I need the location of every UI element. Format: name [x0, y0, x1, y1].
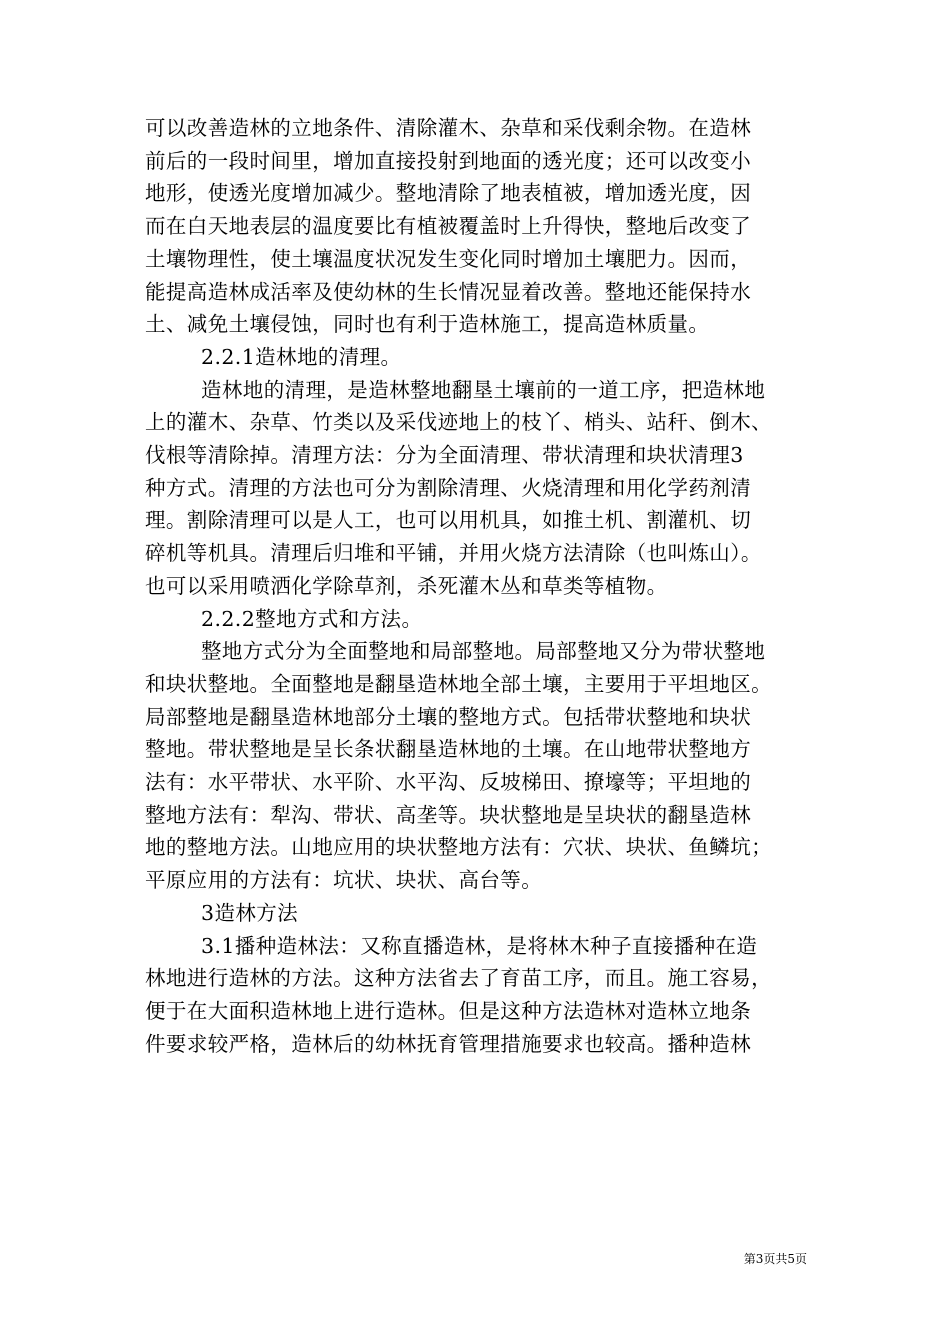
paragraph-line: 地形，使透光度增加减少。整地清除了地表植被，增加透光度，因 [145, 181, 752, 206]
paragraph-line: 3.1播种造林法：又称直播造林，是将林木种子直接播种在造 [201, 933, 758, 958]
paragraph-line: 土壤物理性，使土壤温度状况发生变化同时增加土壤肥力。因而， [145, 246, 752, 271]
paragraph-line: 平原应用的方法有：坑状、块状、高台等。 [145, 868, 543, 893]
paragraph-line: 整地。带状整地是呈长条状翻垦造林地的土壤。在山地带状整地方 [145, 737, 752, 762]
document-body [145, 112, 807, 1060]
paragraph-line: 林地进行造林的方法。这种方法省去了育苗工序，而且。施工容易， [145, 966, 772, 991]
page-number: 第3页共5页 [743, 1252, 807, 1266]
paragraph-line: 碎机等机具。清理后归堆和平铺，并用火烧方法清除（也叫炼山）。 [145, 541, 762, 566]
paragraph-line: 种方式。清理的方法也可分为割除清理、火烧清理和用化学药剂清 [145, 475, 752, 500]
section-heading-2-2-1: 2.2.1造林地的清理。 [201, 344, 402, 369]
paragraph-line: 也可以采用喷洒化学除草剂，杀死灌木丛和草类等植物。 [145, 573, 668, 598]
paragraph-line: 能提高造林成活率及使幼林的生长情况显着改善。整地还能保持水 [145, 279, 752, 304]
paragraph-line: 前后的一段时间里，增加直接投射到地面的透光度；还可以改变小 [145, 148, 752, 173]
section-heading-3: 3造林方法 [201, 900, 299, 925]
paragraph-line: 上的灌木、杂草、竹类以及采伐迹地上的枝丫、梢头、站秆、倒木、 [145, 410, 772, 435]
paragraph-line: 和块状整地。全面整地是翻垦造林地全部土壤，主要用于平坦地区。 [145, 671, 772, 696]
section-heading-2-2-2: 2.2.2整地方式和方法。 [201, 606, 423, 631]
paragraph-line: 伐根等清除掉。清理方法：分为全面清理、带状清理和块状清理3 [145, 443, 744, 468]
paragraph-line: 可以改善造林的立地条件、清除灌木、杂草和采伐剩余物。在造林 [145, 116, 752, 140]
paragraph-line: 理。割除清理可以是人工，也可以用机具，如推土机、割灌机、切 [145, 508, 752, 533]
paragraph-line: 而在白天地表层的温度要比有植被覆盖时上升得快，整地后改变了 [145, 214, 752, 239]
paragraph-line: 件要求较严格，造林后的幼林抚育管理措施要求也较高。播种造林 [145, 1031, 752, 1056]
paragraph-line: 造林地的清理，是造林整地翻垦土壤前的一道工序，把造林地 [201, 377, 766, 402]
paragraph-line: 土、减免土壤侵蚀，同时也有利于造林施工，提高造林质量。 [145, 312, 710, 337]
paragraph-line: 整地方式分为全面整地和局部整地。局部整地又分为带状整地 [201, 639, 766, 664]
paragraph-line: 法有：水平带状、水平阶、水平沟、反坡梯田、撩壕等；平坦地的 [145, 770, 752, 795]
paragraph-line: 局部整地是翻垦造林地部分土壤的整地方式。包括带状整地和块状 [145, 704, 752, 729]
paragraph-line: 地的整地方法。山地应用的块状整地方法有：穴状、块状、鱼鳞坑； [145, 835, 772, 860]
paragraph-line: 便于在大面积造林地上进行造林。但是这种方法造林对造林立地条 [145, 998, 752, 1023]
paragraph-line: 整地方法有：犁沟、带状、高垄等。块状整地是呈块状的翻垦造林 [145, 802, 752, 827]
